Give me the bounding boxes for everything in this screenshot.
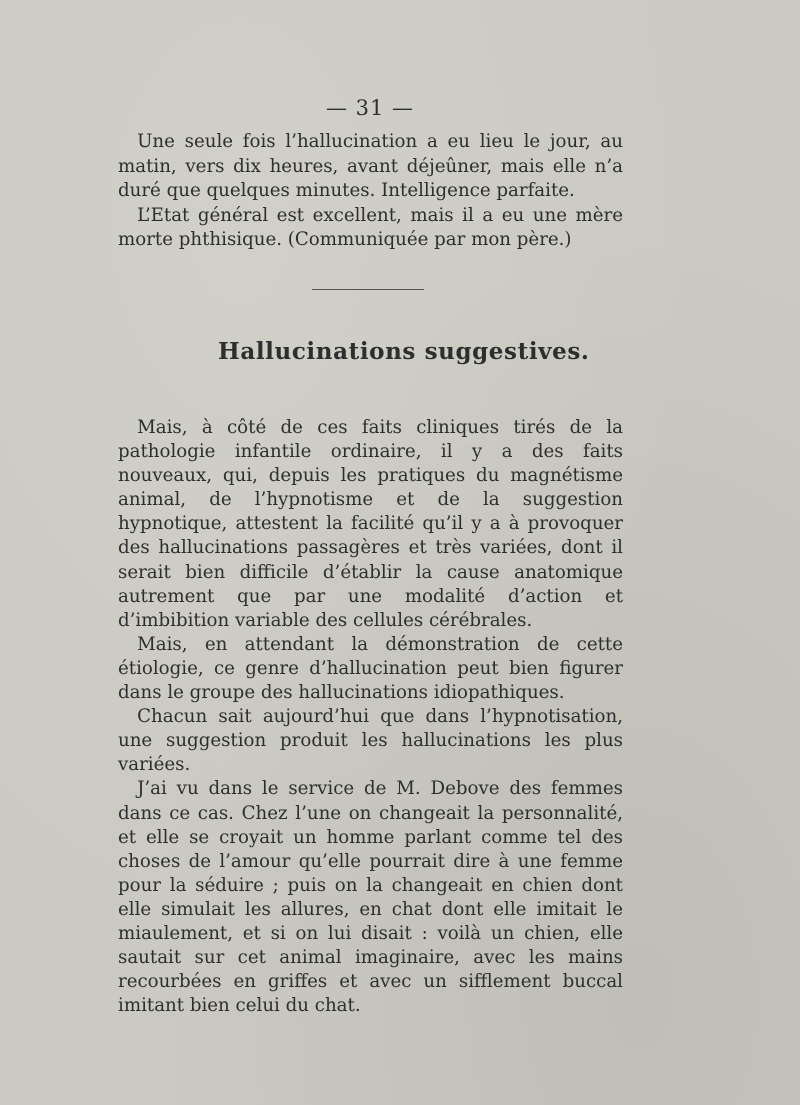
paragraph: Mais, en attendant la démonstration de cette étiologie, ce genre d’hallucination peut bien figurer dans le groupe des hallucinations idiopathiques.: [118, 633, 623, 704]
section-heading: Hallucinations suggestives.: [218, 338, 590, 365]
body-text-block: [118, 416, 623, 1018]
paragraph: Chacun sait aujourd’hui que dans l’hypnotisation, une suggestion produit les hallucinations les plus variées.: [118, 706, 623, 776]
section-divider: [312, 289, 424, 290]
paragraph: Une seule fois l’hallucination a eu lieu le jour, au matin, vers dix heures, avant déjeûner, mais elle n’a duré que quelques minutes. Intelligence parfaite.: [118, 131, 623, 202]
page-number: — 31 —: [325, 96, 415, 120]
paragraph: L’Etat général est excellent, mais il a eu une mère morte phthisique. (Communiquée par mon père.): [118, 204, 623, 251]
top-text-block: [118, 130, 623, 253]
paragraph: J’ai vu dans le service de M. Debove des femmes dans ce cas. Chez l’une on changeait la personnalité, et elle se croyait un homme parlant comme tel des choses de l’amour qu’elle pourrait dire à une femme pour la séduire ; puis on la changeait en chien dont elle simulait les allures, en chat dont elle imitait le miaulement, et si on lui disait : voilà un chien, elle sautait sur cet animal imaginaire, avec les mains recourbées en griffes et avec un sifflement buccal imitant bien celui du chat.: [118, 778, 623, 1017]
paragraph: Mais, à côté de ces faits cliniques tirés de la pathologie infantile ordinaire, il y a des faits nouveaux, qui, depuis les pratiques du magnétisme animal, de l’hypnotisme et de la suggestion hypnotique, attestent la facilité qu’il y a à provoquer des hallucinations passagères et très variées, dont il serait bien difficile d’établir la cause anatomique autrement que par une modalité d’action et d’imbibition variable des cellules cérébrales.: [118, 417, 623, 631]
